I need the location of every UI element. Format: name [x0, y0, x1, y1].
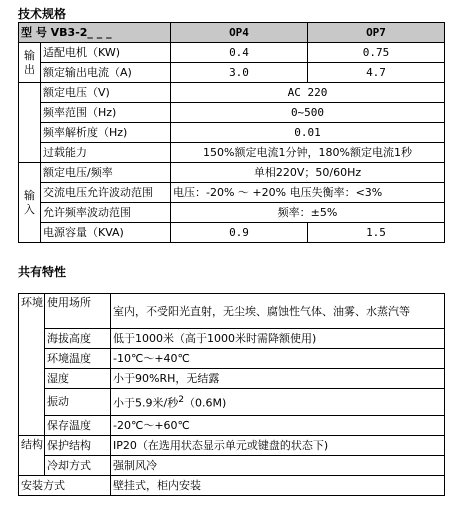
group-environment: 环境 — [19, 294, 45, 436]
table-header-row — [19, 23, 445, 43]
group-input: 输入 — [19, 163, 41, 243]
op4-header: OP4 — [171, 23, 308, 43]
row-value: 4.7 — [308, 63, 445, 83]
vibration-tail: （0.6M) — [184, 396, 227, 410]
row-label: 振动 — [45, 389, 111, 416]
row-label: 过载能力 — [41, 143, 171, 163]
row-label: 交流电压允许波动范围 — [41, 183, 171, 203]
row-value: -10℃～+40℃ — [111, 349, 445, 369]
row-value: 单相220V；50/60Hz — [171, 163, 445, 183]
row-value: AC 220 — [171, 83, 445, 103]
vibration-exponent: 2 — [178, 394, 185, 406]
row-value: 频率：±5% — [171, 203, 445, 223]
row-label: 海拔高度 — [45, 329, 111, 349]
row-label: 保护结构 — [45, 436, 111, 456]
row-label: 频率解析度（Hz) — [41, 123, 171, 143]
row-value: 电压：-20% ～ +20% 电压失衡率：<3% — [171, 183, 445, 203]
table-row — [19, 349, 445, 369]
specs-table — [18, 22, 445, 243]
table-row — [19, 143, 445, 163]
row-value: 0.9 — [171, 223, 308, 243]
row-label: 额定电压/频率 — [41, 163, 171, 183]
row-value: 1.5 — [308, 223, 445, 243]
table-row — [19, 476, 445, 496]
row-label: 额定电压（V) — [41, 83, 171, 103]
row-label: 湿度 — [45, 369, 111, 389]
table-row — [19, 63, 445, 83]
row-value: 150%额定电流1分钟，180%额定电流1秒 — [171, 143, 445, 163]
table-row — [19, 369, 445, 389]
row-value: 小于90%RH，无结露 — [111, 369, 445, 389]
row-value: 壁挂式，柜内安装 — [111, 476, 445, 496]
table-row — [19, 83, 445, 103]
row-value: 0.01 — [171, 123, 445, 143]
table-row — [19, 203, 445, 223]
row-value: 强制风冷 — [111, 456, 445, 476]
row-label: 电源容量（KVA) — [41, 223, 171, 243]
table-row — [19, 163, 445, 183]
row-label: 额定输出电流（A) — [41, 63, 171, 83]
row-value: 低于1000米（高于1000米时需降额使用) — [111, 329, 445, 349]
vibration-value: 小于5.9米/秒 — [113, 396, 179, 410]
row-label: 适配电机（KW) — [41, 43, 171, 63]
table-row — [19, 456, 445, 476]
model-header: 型 号 VB3-2_ _ _ — [19, 23, 171, 43]
row-label: 频率范围（Hz) — [41, 103, 171, 123]
section-title-common: 共有特性 — [18, 265, 67, 279]
section-title-specs: 技术规格 — [18, 7, 67, 21]
table-row — [19, 223, 445, 243]
table-row — [19, 436, 445, 456]
row-label: 允许频率波动范围 — [41, 203, 171, 223]
row-value — [111, 389, 445, 416]
group-output: 输出 — [19, 43, 41, 83]
row-value: IP20（在选用状态显示单元或键盘的状态下) — [111, 436, 445, 456]
row-value: 0.75 — [308, 43, 445, 63]
table-row — [19, 329, 445, 349]
table-row — [19, 123, 445, 143]
group-install: 安装方式 — [19, 476, 111, 496]
common-features-table — [18, 293, 445, 496]
row-value: -20℃～+60℃ — [111, 416, 445, 436]
table-row — [19, 103, 445, 123]
group-spacer — [19, 83, 41, 163]
group-structure: 结构 — [19, 436, 45, 476]
table-row — [19, 43, 445, 63]
table-row — [19, 416, 445, 436]
table-row — [19, 294, 445, 329]
row-label: 环境温度 — [45, 349, 111, 369]
row-label: 保存温度 — [45, 416, 111, 436]
op7-header: OP7 — [308, 23, 445, 43]
row-label: 冷却方式 — [45, 456, 111, 476]
row-value: 0~500 — [171, 103, 445, 123]
row-value: 3.0 — [171, 63, 308, 83]
row-label: 使用场所 — [45, 294, 111, 329]
row-value: 0.4 — [171, 43, 308, 63]
row-value: 室内，不受阳光直射，无尘埃、腐蚀性气体、油雾、水蒸汽等 — [111, 294, 445, 329]
table-row — [19, 389, 445, 416]
table-row — [19, 183, 445, 203]
